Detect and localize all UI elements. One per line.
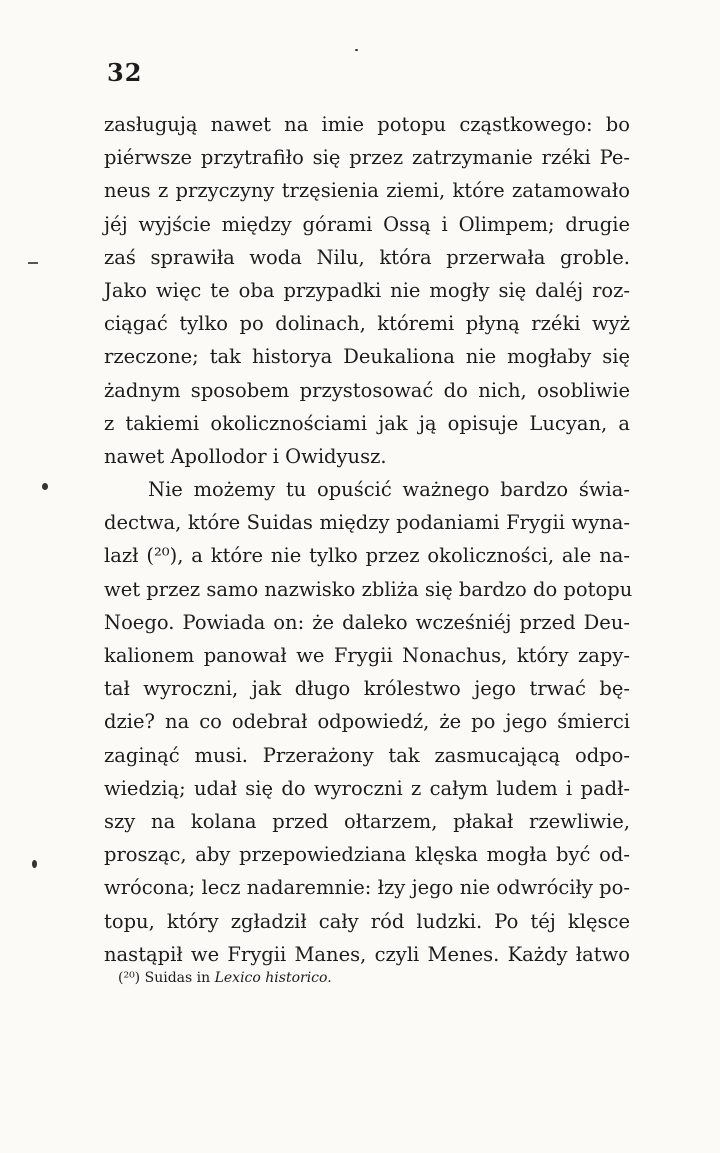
text-line: rzeczone; tak historya Deukaliona nie mogłaby się: [104, 345, 630, 369]
text-line: zaś sprawiła woda Nilu, która przerwała groble.: [104, 245, 630, 269]
text-line-paragraph-start: Nie możemy tu opuścić ważnego bardzo świa-: [148, 478, 630, 502]
text-line: szy na kolana przed ołtarzem, płakał rzewliwie,: [104, 809, 630, 833]
text-line: tał wyroczni, jak długo królestwo jego trwać bę-: [104, 677, 630, 701]
text-line: piérwsze przytrafiło się przez zatrzymanie rzéki Pe-: [104, 146, 630, 170]
text-line: dectwa, które Suidas między podaniami Frygii wyna-: [104, 511, 630, 535]
footnote-title: Lexico historico.: [214, 970, 332, 986]
page-number: 32: [107, 58, 143, 87]
text-line: wet przez samo nazwisko zbliża się bardzo do potopu: [104, 577, 633, 601]
text-line: Noego. Powiada on: że daleko wcześniéj przed Deu-: [104, 610, 630, 634]
text-line: jéj wyjście między górami Ossą i Olimpem; drugie: [104, 212, 630, 236]
text-line: lazł (²⁰), a które nie tylko przez okoliczności, ale na-: [104, 544, 630, 568]
text-line: wiedzią; udał się do wyroczni z całym ludem i padł-: [104, 776, 630, 800]
text-line: ciągać tylko po dolinach, któremi płyną rzéki wyż: [104, 312, 630, 336]
footnote-author: Suidas in: [144, 970, 211, 986]
scan-speck: [355, 49, 358, 51]
text-line: zasługują nawet na imie potopu cząstkowego: bo: [104, 113, 630, 136]
text-line: Jako więc te oba przypadki nie mogły się daléj roz-: [104, 278, 630, 302]
scan-speck: [32, 860, 37, 868]
text-line-paragraph-end: nawet Apollodor i Owidyusz.: [104, 444, 387, 468]
scan-speck: [42, 483, 48, 490]
text-line: kalionem panował we Frygii Nonachus, który zapy-: [104, 644, 630, 667]
text-line: neus z przyczyny trzęsienia ziemi, które zatamowało: [104, 179, 630, 203]
scan-mark: [28, 262, 38, 264]
text-line: wrócona; lecz nadaremnie: łzy jego nie odwróciły po-: [104, 876, 630, 900]
text-line: dzie? na co odebrał odpowiedź, że po jego śmierci: [104, 710, 630, 734]
text-line: prosząc, aby przepowiedziana klęska mogła być od-: [104, 843, 630, 867]
text-line: topu, który zgładził cały ród ludzki. Po téj klęsce: [104, 909, 630, 933]
text-line: nastąpił we Frygii Manes, czyli Menes. Każdy łatwo: [104, 942, 630, 966]
text-line: z takiemi okolicznościami jak ją opisuje Lucyan, a: [104, 411, 630, 435]
text-line: zaginąć musi. Przerażony tak zasmucającą odpo-: [104, 743, 630, 767]
body-text: [104, 108, 633, 971]
text-line: żadnym sposobem przystosować do nich, osobliwie: [104, 378, 630, 402]
footnote: [118, 970, 332, 986]
footnote-marker: (²⁰): [118, 970, 141, 986]
